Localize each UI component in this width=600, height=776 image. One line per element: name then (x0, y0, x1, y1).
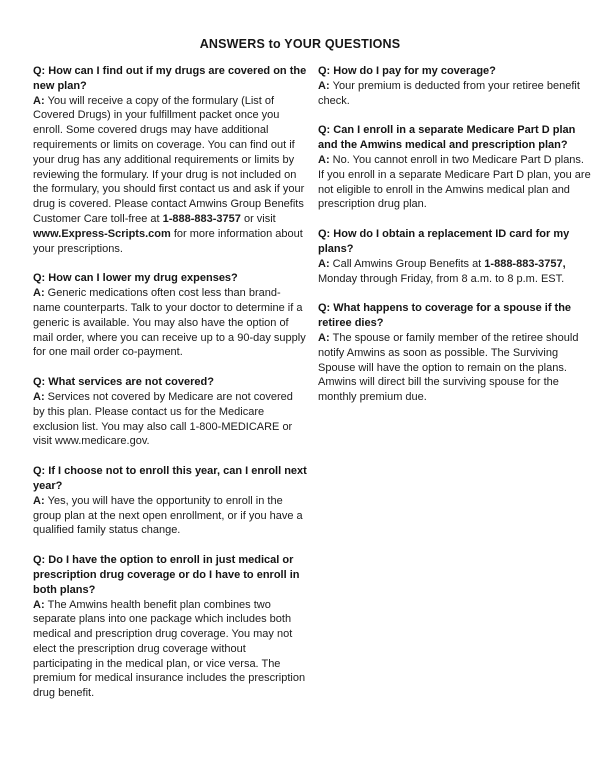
text-segment: Services not covered by Medicare are not covered by this plan. Please contact us for the Medicare exclusion list. You may also call 1-800-MEDICARE or visit www.medicare.gov. (33, 390, 293, 448)
right-column (318, 64, 592, 420)
text-segment: The spouse or family member of the retiree should notify Amwins as soon as possible. The Surviving Spouse will have the option to remain on the plans. Amwins will direct bill the surviving spouse for the monthly premium due. (318, 331, 579, 404)
bold-text-segment: 1-888-883-3757, (484, 257, 566, 270)
text-segment: Monday through Friday, from 8 a.m. to 8 p.m. EST. (318, 272, 565, 285)
bold-text-segment: 1-888-883-3757 (162, 212, 241, 225)
bold-text-segment: A: (33, 598, 48, 611)
text-segment: The Amwins health benefit plan combines two separate plans into one package which includes both medical and prescription drug coverage. You may not elect the prescription drug coverage without participating in the medical plan, or vice versa. The premium for medical insurance includes the prescription drug benefit. (33, 598, 306, 700)
bold-text-segment: A: (33, 94, 48, 107)
question-text: Q: How do I obtain a replacement ID card for my plans? (318, 228, 570, 255)
question-text: Q: How can I find out if my drugs are covered on the new plan? (33, 65, 307, 92)
qa-block (318, 64, 592, 108)
text-segment: No. You cannot enroll in two Medicare Part D plans. If you enroll in a separate Medicare Part D plan, you are not eligible to enroll in the Amwins medical plan and prescription drug plan. (318, 153, 591, 211)
bold-text-segment: A: (318, 153, 333, 166)
question-text: Q: How can I lower my drug expenses? (33, 272, 238, 285)
bold-text-segment: A: (33, 390, 48, 403)
qa-block (33, 271, 307, 360)
text-segment: Call Amwins Group Benefits at (332, 257, 485, 270)
qa-block (33, 375, 307, 449)
answer-text (318, 79, 592, 109)
two-column-layout (0, 52, 600, 716)
answer-text (33, 286, 307, 360)
question-text: Q: If I choose not to enroll this year, can I enroll next year? (33, 465, 307, 492)
question-text: Q: How do I pay for my coverage? (318, 65, 496, 77)
bold-text-segment: A: (33, 494, 48, 507)
question-text: Q: What services are not covered? (33, 376, 214, 389)
qa-block (33, 64, 307, 256)
question-text: Q: Do I have the option to enroll in just medical or prescription drug coverage or do I have to enroll in both plans? (33, 554, 300, 596)
qa-block (318, 123, 592, 212)
left-column (33, 64, 307, 716)
answer-text (33, 94, 307, 257)
answer-text (33, 390, 307, 449)
bold-text-segment: www.Express-Scripts.com (33, 227, 171, 240)
question-text: Q: What happens to coverage for a spouse if the retiree dies? (318, 302, 572, 330)
bold-text-segment: A: (318, 79, 333, 92)
bold-text-segment: A: (318, 331, 333, 344)
answer-text (33, 598, 307, 702)
text-segment: Your premium is deducted from your retiree benefit check. (318, 79, 580, 107)
qa-block (33, 553, 307, 701)
text-segment: for more information about your prescriptions. (33, 227, 303, 255)
page-title: ANSWERS to YOUR QUESTIONS (199, 37, 401, 51)
qa-block (318, 301, 592, 405)
qa-block (33, 464, 307, 538)
text-segment: or visit (240, 212, 276, 225)
qa-block (318, 227, 592, 286)
text-segment: You will receive a copy of the formulary (List of Covered Drugs) in your fulfillment packet once you enroll. Some covered drugs may have additional requirements or limits on coverage. You can find out if your drug has any additional requirements or limits by reviewing the formulary. If your drug is not included on the formulary, you should first contact us and ask if your drug is covered. Please contact Amwins Group Benefits Customer Care toll-free at (33, 94, 305, 225)
answer-text (33, 494, 307, 538)
answer-text (318, 153, 592, 212)
text-segment: Generic medications often cost less than brand-name counterparts. Talk to your doctor to determine if a generic is available. You may also have the option of mail order, where you can receive up to a 90-day supply for one mail order co-payment. (33, 287, 306, 359)
answer-text (318, 257, 592, 287)
question-text: Q: Can I enroll in a separate Medicare Part D plan and the Amwins medical and prescription plan? (318, 124, 576, 152)
bold-text-segment: A: (318, 257, 333, 270)
text-segment: Yes, you will have the opportunity to enroll in the group plan at the next open enrollment, or if you have a qualified family status change. (33, 494, 303, 537)
bold-text-segment: A: (33, 287, 48, 300)
answer-text (318, 331, 592, 405)
